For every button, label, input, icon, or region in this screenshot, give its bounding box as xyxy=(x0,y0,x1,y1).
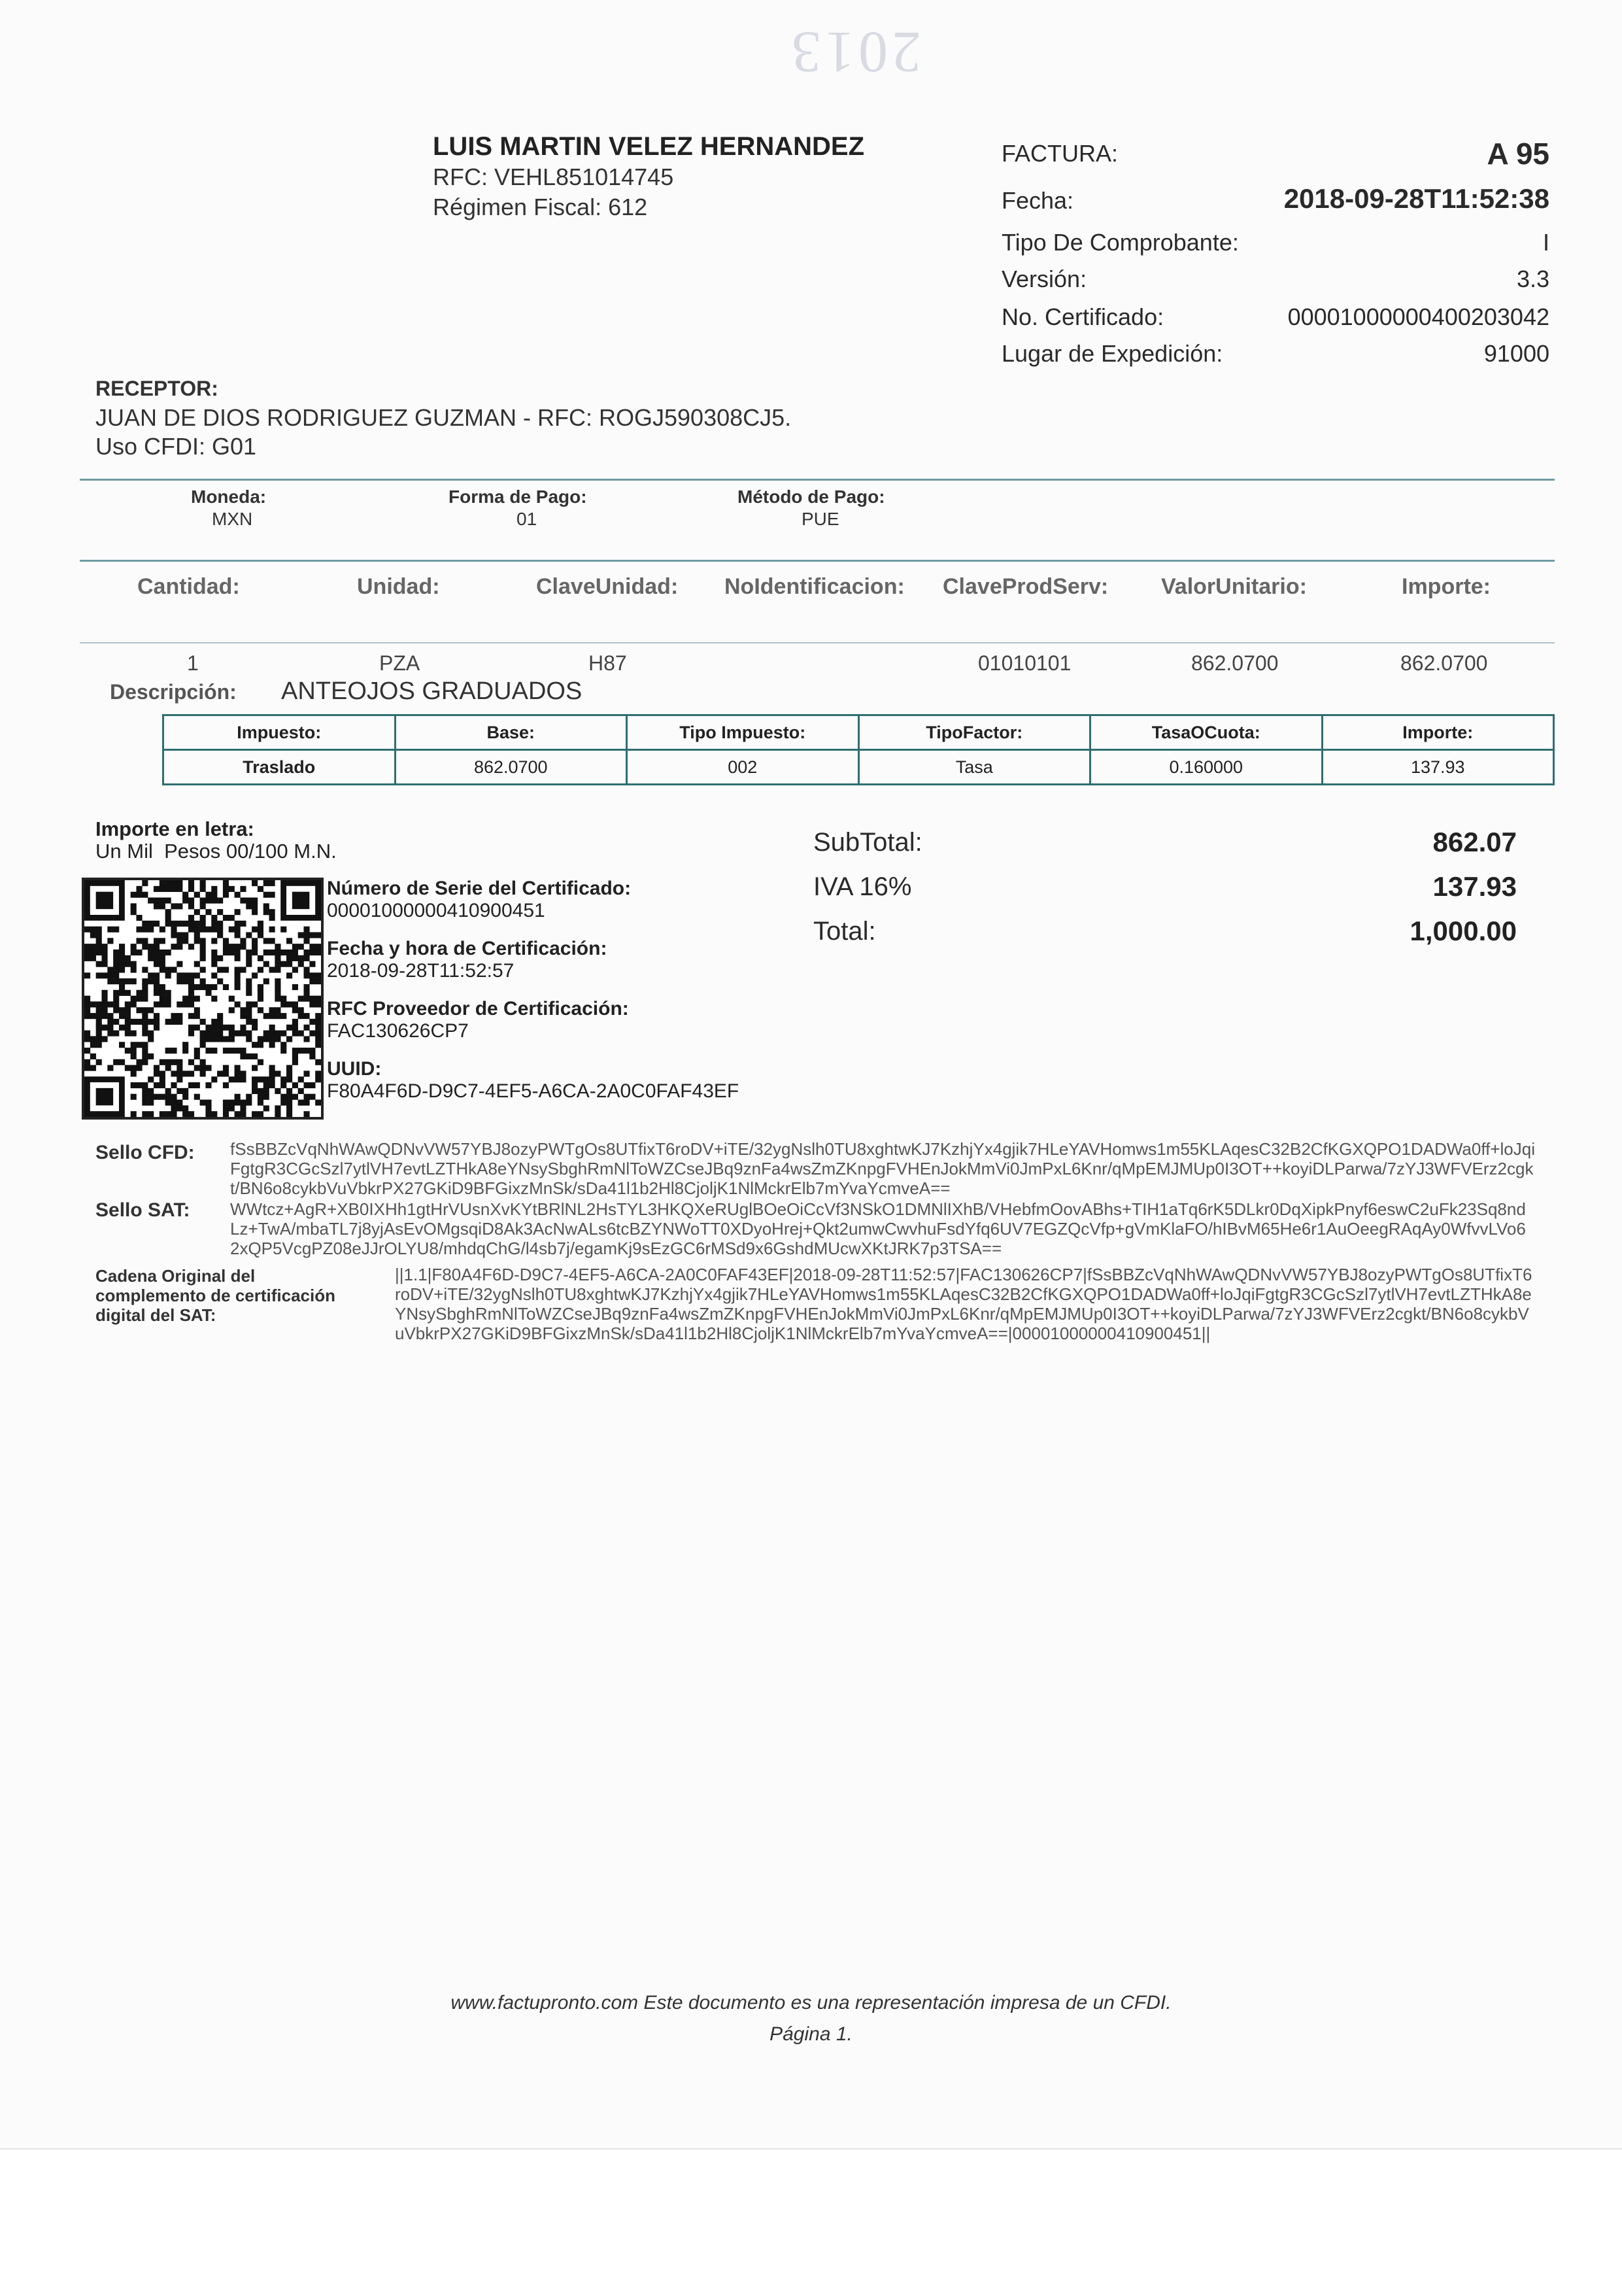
subtotal-label: SubTotal: xyxy=(813,828,922,857)
tax-importe: 137.93 xyxy=(1322,750,1554,785)
col-header-no-identificacion: NoIdentificacion: xyxy=(724,574,905,599)
descripcion-value: ANTEOJOS GRADUADOS xyxy=(281,677,583,705)
iva-value: 137.93 xyxy=(1432,871,1517,902)
total-value: 1,000.00 xyxy=(1410,916,1517,946)
tax-table-row xyxy=(163,750,1554,785)
col-header-unidad: Unidad: xyxy=(357,574,440,599)
no-certificado-label: No. Certificado: xyxy=(1002,303,1164,330)
lugar-expedicion-value: 91000 xyxy=(1483,340,1549,367)
item-valor-unitario: 862.0700 xyxy=(1191,651,1279,675)
tax-header-impuesto: Impuesto: xyxy=(163,715,396,750)
item-clave-unidad: H87 xyxy=(588,651,627,675)
uso-cfdi: Uso CFDI: G01 xyxy=(95,433,257,460)
rfc-proveedor-value: FAC130626CP7 xyxy=(327,1020,469,1042)
sello-sat-label: Sello SAT: xyxy=(95,1199,190,1221)
col-header-valor-unitario: ValorUnitario: xyxy=(1161,574,1307,599)
factura-value: A 95 xyxy=(1487,137,1549,171)
scan-bottom-margin xyxy=(0,2148,1622,2296)
qr-code xyxy=(82,878,324,1120)
cadena-original-label: Cadena Original del complemento de certificación digital del SAT: xyxy=(95,1266,335,1325)
no-certificado-value: 00001000000400203042 xyxy=(1287,303,1549,330)
lugar-expedicion-label: Lugar de Expedición: xyxy=(1002,340,1223,367)
tax-header-tipo-factor: TipoFactor: xyxy=(858,715,1090,750)
tax-base: 862.0700 xyxy=(395,750,627,785)
handwritten-watermark: 2013 xyxy=(788,20,921,84)
item-unidad: PZA xyxy=(379,651,420,675)
item-importe: 862.0700 xyxy=(1400,651,1488,675)
tax-header-tipo-impuesto: Tipo Impuesto: xyxy=(627,715,859,750)
metodo-pago-value: PUE xyxy=(802,509,839,529)
issuer-regimen: Régimen Fiscal: 612 xyxy=(433,194,648,220)
moneda-value: MXN xyxy=(212,509,253,529)
tipo-comprobante-label: Tipo De Comprobante: xyxy=(1002,229,1239,256)
tax-tasa-cuota: 0.160000 xyxy=(1090,750,1323,785)
item-cantidad: 1 xyxy=(187,651,199,675)
subtotal-value: 862.07 xyxy=(1432,827,1517,857)
sello-cfd-label: Sello CFD: xyxy=(95,1142,195,1163)
fecha-label: Fecha: xyxy=(1002,187,1074,214)
rfc-proveedor-label: RFC Proveedor de Certificación: xyxy=(327,998,629,1019)
forma-pago-label: Forma de Pago: xyxy=(448,487,587,507)
divider-top xyxy=(80,479,1555,481)
tax-tipo-factor: Tasa xyxy=(858,750,1090,785)
fecha-value: 2018-09-28T11:52:38 xyxy=(1283,183,1549,214)
factura-label: FACTURA: xyxy=(1002,140,1119,167)
col-header-cantidad: Cantidad: xyxy=(137,574,240,599)
total-label: Total: xyxy=(813,917,876,946)
uuid-value: F80A4F6D-D9C7-4EF5-A6CA-2A0C0FAF43EF xyxy=(327,1080,739,1102)
serie-certificado-value: 00001000000410900451 xyxy=(327,900,545,921)
fecha-certificacion-label: Fecha y hora de Certificación: xyxy=(327,938,607,959)
tax-table xyxy=(162,714,1555,785)
fecha-certificacion-value: 2018-09-28T11:52:57 xyxy=(327,960,515,982)
tax-header-tasa-cuota: TasaOCuota: xyxy=(1090,715,1323,750)
tax-table-header xyxy=(163,715,1554,750)
importe-letra-value: Un Mil Pesos 00/100 M.N. xyxy=(95,840,337,863)
footer-page-number: Página 1. xyxy=(769,2023,853,2045)
qr-code-image xyxy=(84,880,321,1117)
issuer-rfc: RFC: VEHL851014745 xyxy=(433,163,674,190)
tipo-comprobante-value: I xyxy=(1542,229,1549,256)
col-header-clave-unidad: ClaveUnidad: xyxy=(536,574,679,599)
divider-mid xyxy=(80,560,1555,562)
tax-impuesto: Traslado xyxy=(163,750,396,785)
issuer-name: LUIS MARTIN VELEZ HERNANDEZ xyxy=(433,132,864,161)
tax-tipo-impuesto: 002 xyxy=(627,750,859,785)
receptor-label: RECEPTOR: xyxy=(95,377,218,400)
col-header-clave-prod-serv: ClaveProdServ: xyxy=(943,574,1109,599)
serie-certificado-label: Número de Serie del Certificado: xyxy=(327,878,632,899)
footer-disclaimer: www.factupronto.com Este documento es una representación impresa de un CFDI. xyxy=(450,1992,1172,2013)
version-label: Versión: xyxy=(1002,266,1087,292)
sello-cfd-value: fSsBBZcVqNhWAwQDNvVW57YBJ8ozyPWTgOs8UTfixT6roDV+iTE/32ygNslh0TU8xghtwKJ7KzhjYx4gjik7HLeYAVHomws1m55KLAqesC32B2CfKGXQPO1DADWa0ff+loJqiFgtgR3CGcSzl7ytlVH7evtLZTHkA8eYNsySbghRmNlToWZCseJBq9znFa4wsZmZKnpgFVHEnJokMmVi0JmPxL6Knr/qMpEMJMUp0I3OT++koyiDLParwa/7zYJ3WFVErz2cgkt/BN6o8cykbVuVbkrPX27GKiD9BFGixzMnSk/sDa41l1b2Hl8CjoljK1NlMckrElb7mYvaYcmveA== xyxy=(230,1139,1535,1198)
iva-label: IVA 16% xyxy=(813,872,912,901)
descripcion-label: Descripción: xyxy=(110,680,237,704)
sello-sat-value: WWtcz+AgR+XB0IXHh1gtHrVUsnXvKYtBRlNL2HsTYL3HKQXeRUglBOeOiCcVf3NSkO1DMNlIXhB/VHebfmOovABhs+TIH1aTq6rK5DLkr0DqXipkPnyf6eswC2uFk23Sq8ndLz+TwA/mbaTL7j8yjAsEvOMgsqiD8Ak3AcNwALs6tcBZYNWoTT0XDyoHrej+Qkt2umwCwvhuFsdYfq6UV7EGZQcVfp+gVmKlaFO/hIBvM65He6r1AuOeegRAqAy0WfvvLVo62xQP5VcgPZ08eJJrOLYU8/mhdqChG/l4sb7j/egamKj9sEzGC6rMSd9x6GshdMUcwXKtJRK7p3TSA== xyxy=(230,1199,1526,1258)
cadena-original-value: ||1.1|F80A4F6D-D9C7-4EF5-A6CA-2A0C0FAF43EF|2018-09-28T11:52:57|FAC130626CP7|fSsBBZcVqNhWAwQDNvVW57YBJ8ozyPWTgOs8UTfixT6roDV+iTE/32ygNslh0TU8xghtwKJ7KzhjYx4gjik7HLeYAVHomws1m55KLAqesC32B2CfKGXQPO1DADWa0ff+loJqiFgtgR3CGcSzl7ytlVH7evtLZTHkA8eYNsySbghRmNlToWZCseJBq9znFa4wsZmZKnpgFVHEnJokMmVi0JmPxL6Knr/qMpEMJMUp0I3OT++koyiDLParwa/7zYJ3WFVErz2cgkt/BN6o8cykbVuVbkrPX27GKiD9BFGixzMnSk/sDa41l1b2Hl8CjoljK1NlMckrElb7mYvaYcmveA==|00001000000410900451|| xyxy=(395,1265,1532,1343)
tax-header-base: Base: xyxy=(395,715,627,750)
forma-pago-value: 01 xyxy=(516,509,537,529)
col-header-importe: Importe: xyxy=(1402,574,1491,599)
item-clave-prod-serv: 01010101 xyxy=(978,651,1072,675)
receptor-name: JUAN DE DIOS RODRIGUEZ GUZMAN - RFC: ROGJ590308CJ5. xyxy=(95,404,792,431)
importe-letra-label: Importe en letra: xyxy=(95,817,254,840)
tax-header-importe: Importe: xyxy=(1322,715,1554,750)
metodo-pago-label: Método de Pago: xyxy=(737,487,885,507)
divider-items xyxy=(80,642,1555,643)
uuid-label: UUID: xyxy=(327,1058,382,1080)
moneda-label: Moneda: xyxy=(191,487,267,507)
version-value: 3.3 xyxy=(1516,266,1549,292)
